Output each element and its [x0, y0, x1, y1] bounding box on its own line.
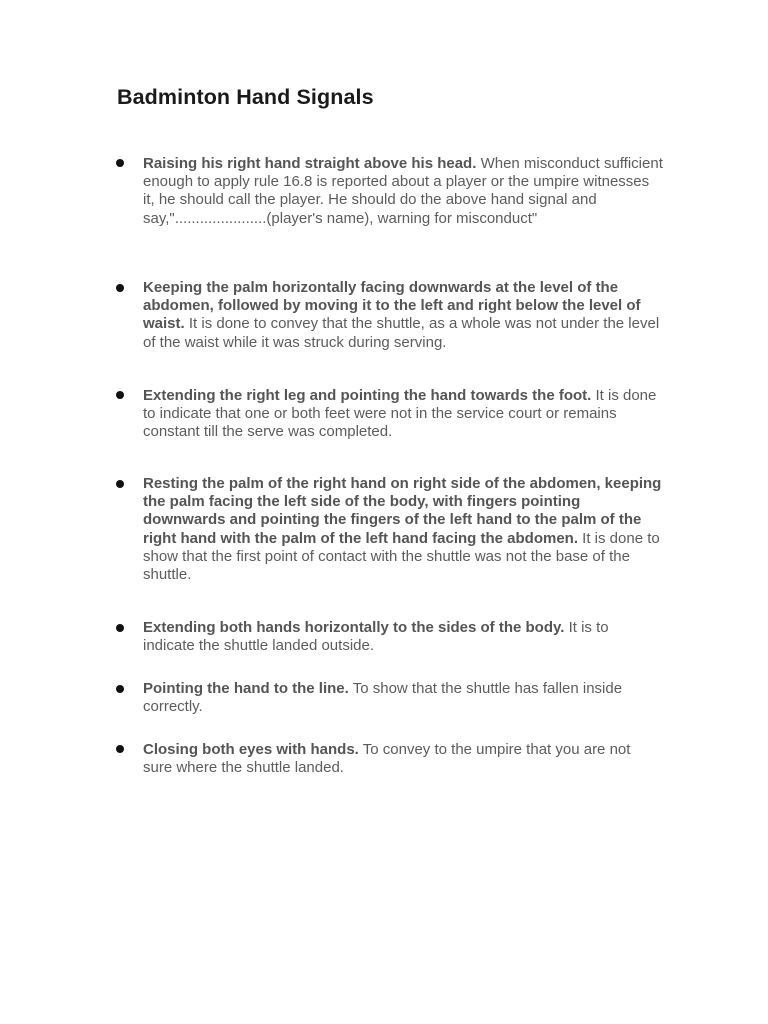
bullet-icon: [116, 624, 124, 632]
list-item-body: It is done to show that the first point of contact with the shuttle was not the base of the shuttle.: [143, 529, 660, 584]
bullet-icon: [116, 745, 124, 753]
list-item-lead: Raising his right hand straight above his head.: [143, 155, 477, 172]
list-item-body: When misconduct sufficient enough to apply rule 16.8 is reported about a player or the umpire witnesses it, he should call the player. He should do the above hand signal and say,"......................(player's name), warning for misconduct": [143, 155, 663, 227]
list-item-lead: Keeping the palm horizontally facing downwards at the level of the abdomen, followed by moving it to the left and right below the level of waist.: [143, 279, 641, 333]
list-item-lead: Pointing the hand to the line.: [143, 680, 349, 697]
bullet-icon: [116, 685, 124, 693]
bullet-icon: [116, 391, 124, 399]
list-item-lead: Extending the right leg and pointing the hand towards the foot.: [143, 387, 592, 404]
list-item-body: It is done to convey that the shuttle, as a whole was not under the level of the waist while it was struck during serving.: [143, 315, 660, 351]
list-item-text: [143, 155, 663, 228]
bullet-icon: [116, 159, 124, 167]
page-title: Badminton Hand Signals: [117, 85, 374, 109]
list-item-body: It is to indicate the shuttle landed outside.: [143, 619, 609, 655]
list-item-text: [143, 741, 663, 777]
bullet-icon: [116, 284, 124, 292]
list-item-body: It is done to indicate that one or both feet were not in the service court or remains constant till the serve was completed.: [143, 387, 657, 441]
list-item-lead: Extending both hands horizontally to the sides of the body.: [143, 619, 565, 636]
list-item-text: [143, 619, 663, 655]
list-item-lead: Closing both eyes with hands.: [143, 741, 359, 758]
list-item-lead: Resting the palm of the right hand on right side of the abdomen, keeping the palm facing the left side of the body, with fingers pointing downwards and pointing the fingers of the left hand to the palm of the right hand with the palm of the left hand facing the abdomen.: [143, 475, 662, 547]
list-item-body: To convey to the umpire that you are not sure where the shuttle landed.: [143, 741, 631, 777]
list-item-text: [143, 475, 663, 584]
bullet-icon: [116, 480, 124, 488]
list-item-body: To show that the shuttle has fallen inside correctly.: [143, 680, 623, 716]
list-item-text: [143, 680, 663, 716]
list-item-text: [143, 279, 663, 352]
list-item-text: [143, 387, 663, 442]
